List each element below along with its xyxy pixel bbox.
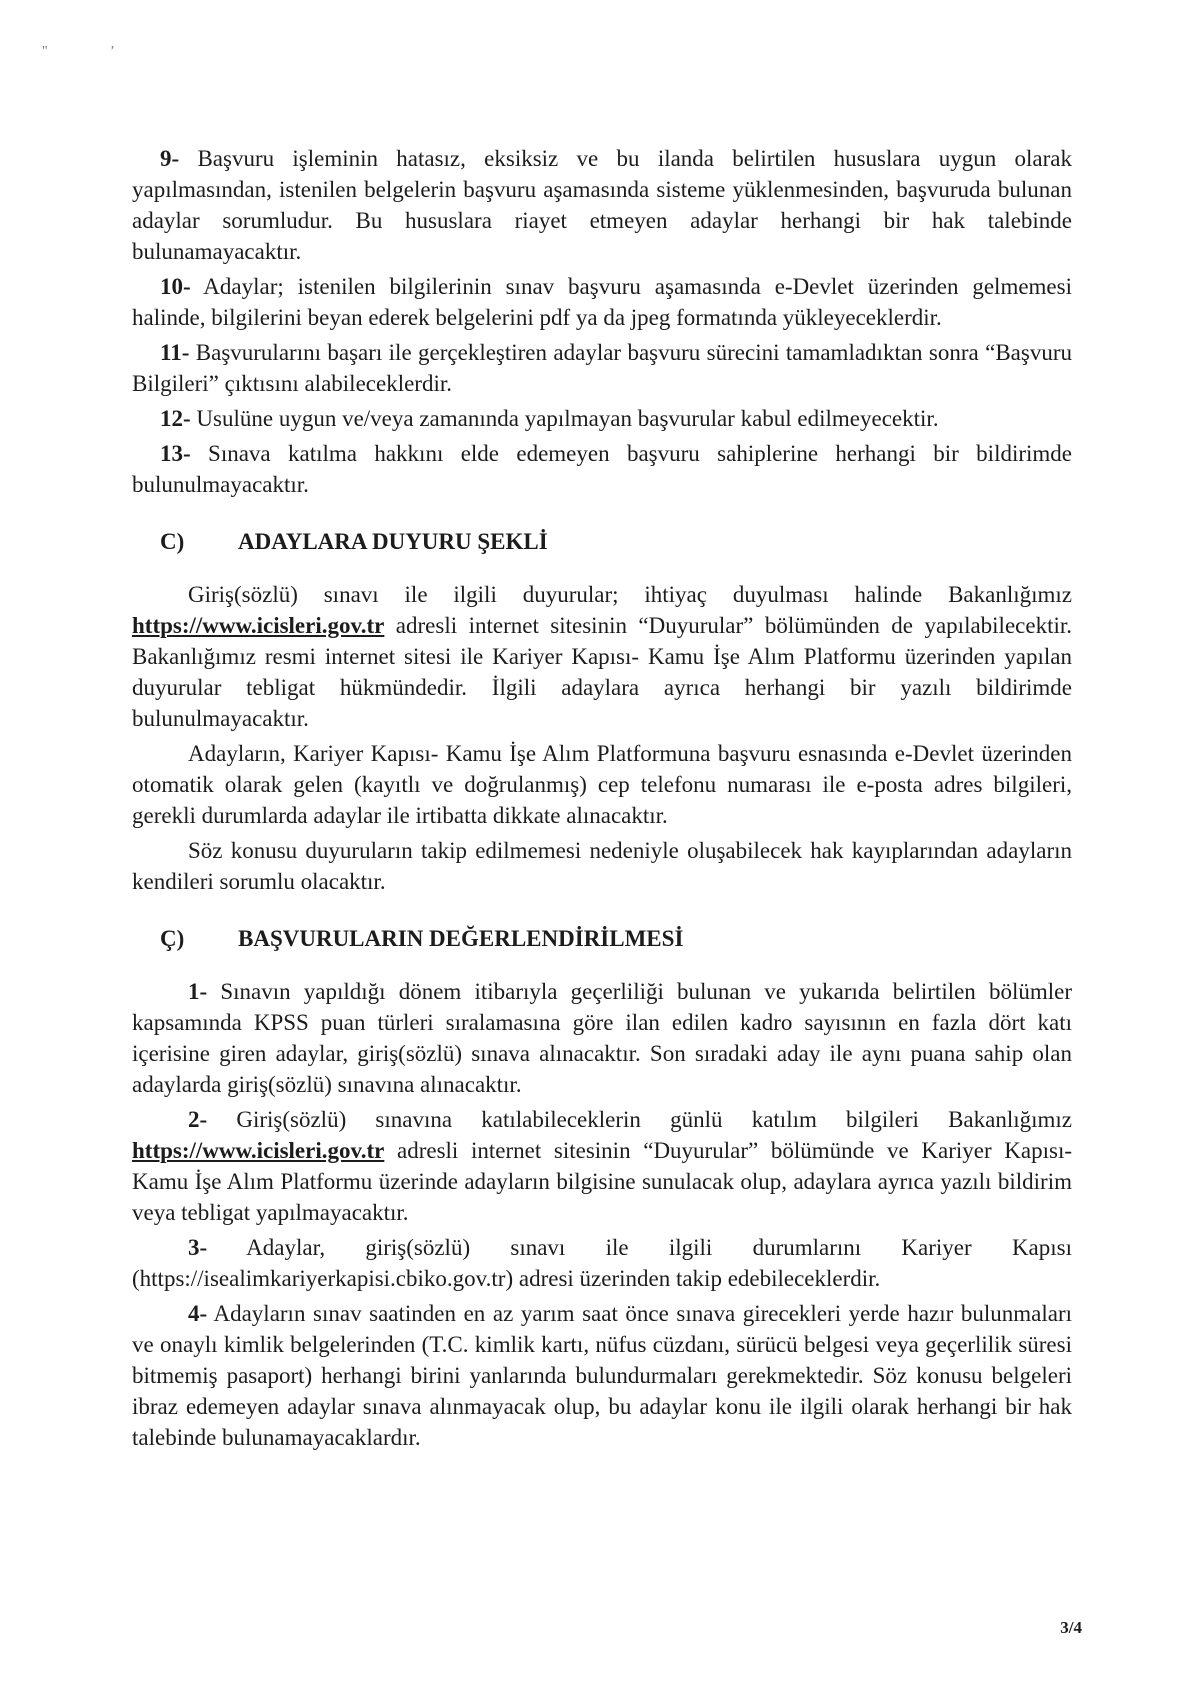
item-text: adresli internet sitesinin “Duyurular” bölümünde ve Kariyer Kapısı- Kamu İşe Alım Platformu üzerinde adayların bilgisine sunulacak olup, adaylara ayrıca yazılı bildirim veya tebligat yapılmayacaktır. <box>132 1138 1072 1225</box>
item-text: Usulüne uygun ve/veya zamanında yapılmayan başvurular kabul edilmeyecektir. <box>190 406 939 431</box>
section-cc-letter: Ç) <box>160 926 185 951</box>
item-number: 10- <box>160 274 191 299</box>
section-c-heading <box>132 526 1072 557</box>
item-number: 13- <box>160 441 191 466</box>
section-c-letter: C) <box>160 529 185 554</box>
section-c-title: ADAYLARA DUYURU ŞEKLİ <box>238 529 548 554</box>
item-text: Başvuru işleminin hatasız, eksiksiz ve bu ilanda belirtilen hususlara uygun olarak yapılmasından, istenilen belgelerin başvuru aşamasında sisteme yüklenmesinden, başvuruda bulunan adaylar sorumludur. Bu hususlara riayet etmeyen adaylar herhangi bir hak talebinde bulunamayacaktır. <box>132 146 1072 264</box>
icisleri-link[interactable]: https://www.icisleri.gov.tr <box>132 1138 385 1163</box>
item-text: Adaylar, giriş(sözlü) sınavı ile ilgili durumlarını Kariyer Kapısı (https://isealimkariyerkapisi.cbiko.gov.tr) adresi üzerinden takip edebileceklerdir. <box>132 1235 1072 1291</box>
scan-mark-right: ’ <box>110 44 115 59</box>
item-12 <box>132 403 1072 434</box>
item-text: Adaylar; istenilen bilgilerinin sınav başvuru aşamasında e-Devlet üzerinden gelmemesi halinde, bilgilerini beyan ederek belgelerini pdf ya da jpeg formatında yükleyeceklerdir. <box>132 274 1072 330</box>
item-number: 12- <box>160 406 191 431</box>
item-number: 9- <box>160 146 180 171</box>
section-c-paragraph-1 <box>132 579 1072 734</box>
item-text: Sınava katılma hakkını elde edemeyen başvuru sahiplerine herhangi bir bildirimde bulunulmayacaktır. <box>132 441 1072 497</box>
item-text: Başvurularını başarı ile gerçekleştiren adaylar başvuru sürecini tamamladıktan sonra “Başvuru Bilgileri” çıktısını alabileceklerdir. <box>132 340 1072 396</box>
section-cc-title: BAŞVURULARIN DEĞERLENDİRİLMESİ <box>238 926 684 951</box>
section-cc-item-3 <box>132 1232 1072 1294</box>
page-number: 3/4 <box>1060 1618 1082 1637</box>
section-cc-item-1 <box>132 976 1072 1100</box>
paragraph-text: Giriş(sözlü) sınavı ile ilgili duyurular; ihtiyaç duyulması halinde Bakanlığımız <box>188 582 1072 607</box>
item-10 <box>132 271 1072 333</box>
item-9 <box>132 143 1072 267</box>
section-c-paragraph-3 <box>132 835 1072 897</box>
item-number: 2- <box>188 1107 208 1132</box>
section-c-paragraph-2 <box>132 738 1072 831</box>
item-number: 1- <box>188 979 208 1004</box>
item-number: 11- <box>160 340 190 365</box>
paragraph-text: Adayların, Kariyer Kapısı- Kamu İşe Alım Platformuna başvuru esnasında e-Devlet üzerinden otomatik olarak gelen (kayıtlı ve doğrulanmış) cep telefonu numarası ile e-posta adres bilgileri, gerekli durumlarda adaylar ile irtibatta dikkate alınacaktır. <box>132 741 1072 828</box>
item-text: Adayların sınav saatinden en az yarım saat önce sınava girecekleri yerde hazır bulunmaları ve onaylı kimlik belgelerinden (T.C. kimlik kartı, nüfus cüzdanı, sürücü belgesi veya geçerlilik süresi bitmemiş pasaport) herhangi birini yanlarında bulundurmaları gerekmektedir. Söz konusu belgeleri ibraz edemeyen adaylar sınava alınmayacak olup, bu adaylar konu ile ilgili olarak herhangi bir hak talebinde bulunamayacaklardır. <box>132 1301 1072 1450</box>
paragraph-text: Söz konusu duyuruların takip edilmemesi nedeniyle oluşabilecek hak kayıplarından adayların kendileri sorumlu olacaktır. <box>132 838 1072 894</box>
section-cc-item-4 <box>132 1298 1072 1453</box>
item-number: 3- <box>188 1235 208 1260</box>
paragraph-text: adresli internet sitesinin “Duyurular” bölümünden de yapılabilecektir. Bakanlığımız resmi internet sitesi ile Kariyer Kapısı- Kamu İşe Alım Platformu üzerinden yapılan duyurular tebligat hükmündedir. İlgili adaylara ayrıca herhangi bir yazılı bildirimde bulunulmayacaktır. <box>132 613 1072 731</box>
item-13 <box>132 438 1072 500</box>
icisleri-link[interactable]: https://www.icisleri.gov.tr <box>132 613 385 638</box>
document-body <box>132 143 1072 1457</box>
scan-mark-left: " <box>42 44 48 59</box>
item-text: Sınavın yapıldığı dönem itibarıyla geçerliliği bulunan ve yukarıda belirtilen bölümler kapsamında KPSS puan türleri sıralamasına göre ilan edilen kadro sayısının en fazla dört katı içerisine giren adaylar, giriş(sözlü) sınava alınacaktır. Son sıradaki aday ile aynı puana sahip olan adaylarda giriş(sözlü) sınavına alınacaktır. <box>132 979 1072 1097</box>
section-cc-item-2 <box>132 1104 1072 1228</box>
section-cc-heading <box>132 923 1072 954</box>
item-11 <box>132 337 1072 399</box>
item-number: 4- <box>188 1301 208 1326</box>
item-text: Giriş(sözlü) sınavına katılabileceklerin günlü katılım bilgileri Bakanlığımız <box>207 1107 1072 1132</box>
